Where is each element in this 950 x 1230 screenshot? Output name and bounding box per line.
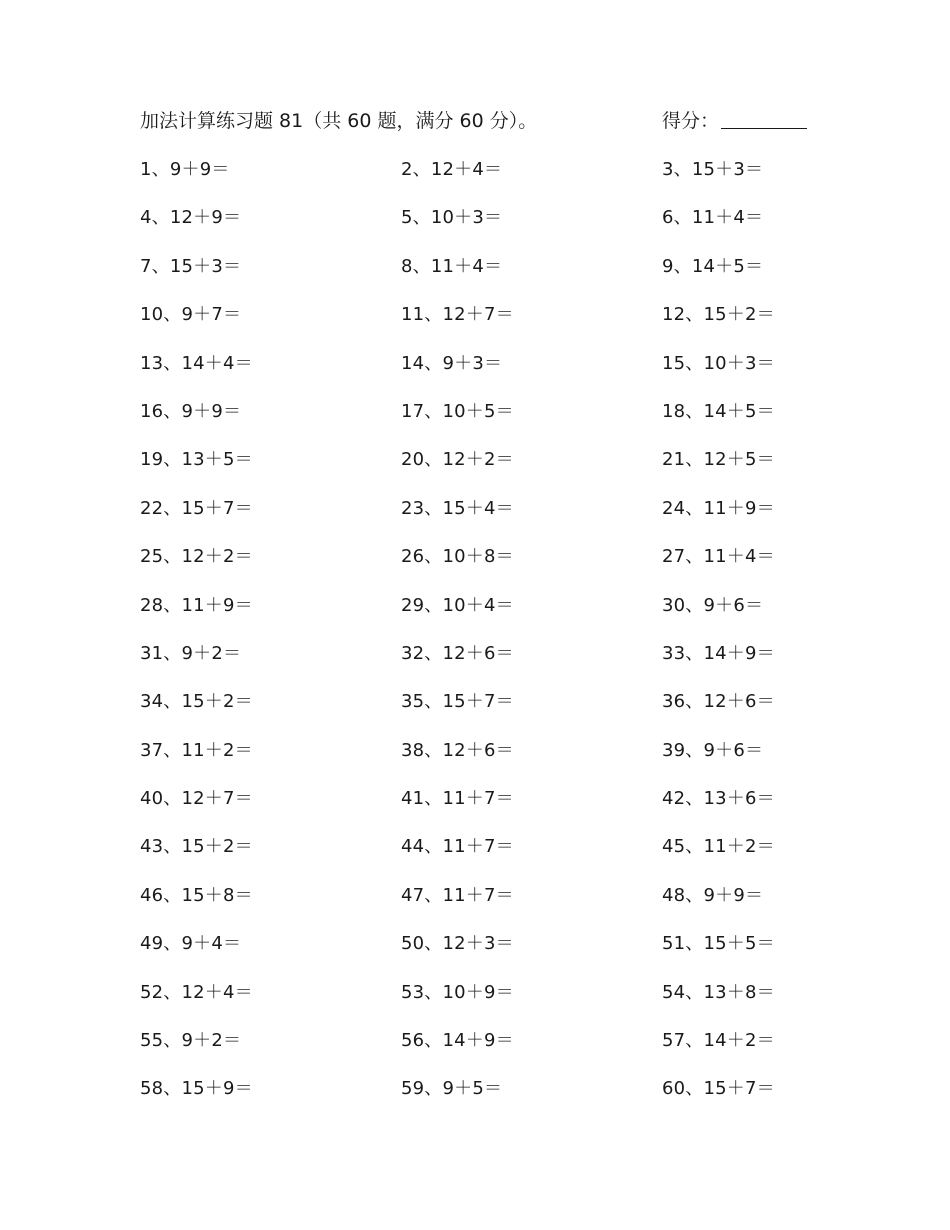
problem-item: 22、15＋7＝ [140, 497, 253, 519]
problem-item: 33、14＋9＝ [662, 642, 775, 664]
problem-item: 45、11＋2＝ [662, 836, 775, 858]
problem-item: 49、9＋4＝ [140, 933, 242, 955]
problem-item: 34、15＋2＝ [140, 691, 253, 713]
problem-item: 14、9＋3＝ [401, 352, 503, 374]
problem-item: 38、12＋6＝ [401, 739, 514, 761]
problem-item: 42、13＋6＝ [662, 788, 775, 810]
problem-item: 58、15＋9＝ [140, 1078, 253, 1100]
score-blank-line[interactable] [721, 106, 807, 129]
problem-item: 25、12＋2＝ [140, 546, 253, 568]
problem-item: 36、12＋6＝ [662, 691, 775, 713]
problem-item: 8、11＋4＝ [401, 255, 503, 277]
problem-item: 40、12＋7＝ [140, 788, 253, 810]
problem-item: 44、11＋7＝ [401, 836, 514, 858]
problem-item: 4、12＋9＝ [140, 207, 242, 229]
problem-item: 1、9＋9＝ [140, 159, 230, 180]
problem-item: 27、11＋4＝ [662, 546, 775, 568]
score-label: 得分： [662, 110, 720, 132]
problem-item: 10、9＋7＝ [140, 304, 242, 326]
problem-item: 11、12＋7＝ [401, 304, 514, 326]
problem-item: 31、9＋2＝ [140, 642, 242, 664]
problem-item: 30、9＋6＝ [662, 594, 764, 616]
problem-item: 39、9＋6＝ [662, 739, 764, 761]
score-area [662, 106, 807, 136]
problem-item: 57、14＋2＝ [662, 1030, 775, 1052]
problem-item: 48、9＋9＝ [662, 884, 764, 906]
problem-item: 29、10＋4＝ [401, 594, 514, 616]
problem-item: 53、10＋9＝ [401, 981, 514, 1003]
problem-item: 28、11＋9＝ [140, 594, 253, 616]
problem-item: 54、13＋8＝ [662, 981, 775, 1003]
problem-item: 3、15＋3＝ [662, 159, 764, 180]
problem-item: 20、12＋2＝ [401, 449, 514, 471]
problem-item: 41、11＋7＝ [401, 788, 514, 810]
problem-item: 17、10＋5＝ [401, 400, 514, 422]
problem-item: 21、12＋5＝ [662, 449, 775, 471]
problem-item: 60、15＋7＝ [662, 1078, 775, 1100]
problem-item: 16、9＋9＝ [140, 400, 242, 422]
problem-item: 2、12＋4＝ [401, 159, 503, 180]
problem-item: 43、15＋2＝ [140, 836, 253, 858]
worksheet-header [140, 106, 820, 136]
problem-item: 15、10＋3＝ [662, 352, 775, 374]
problem-item: 37、11＋2＝ [140, 739, 253, 761]
worksheet-title: 加法计算练习题 81（共 60 题，满分 60 分）。 [140, 110, 538, 132]
problem-item: 26、10＋8＝ [401, 546, 514, 568]
problem-item: 46、15＋8＝ [140, 884, 253, 906]
problem-item: 56、14＋9＝ [401, 1030, 514, 1052]
problem-item: 6、11＋4＝ [662, 207, 764, 229]
problem-item: 19、13＋5＝ [140, 449, 253, 471]
problem-item: 5、10＋3＝ [401, 207, 503, 229]
problem-item: 23、15＋4＝ [401, 497, 514, 519]
problem-item: 24、11＋9＝ [662, 497, 775, 519]
problem-item: 12、15＋2＝ [662, 304, 775, 326]
problem-item: 32、12＋6＝ [401, 642, 514, 664]
problem-item: 7、15＋3＝ [140, 255, 242, 277]
problem-item: 51、15＋5＝ [662, 933, 775, 955]
problem-item: 18、14＋5＝ [662, 400, 775, 422]
problem-item: 52、12＋4＝ [140, 981, 253, 1003]
problem-item: 13、14＋4＝ [140, 352, 253, 374]
problem-item: 50、12＋3＝ [401, 933, 514, 955]
problem-item: 9、14＋5＝ [662, 255, 764, 277]
problem-item: 55、9＋2＝ [140, 1030, 242, 1052]
problem-item: 47、11＋7＝ [401, 884, 514, 906]
problem-item: 35、15＋7＝ [401, 691, 514, 713]
problem-grid [140, 154, 840, 1122]
problem-item: 59、9＋5＝ [401, 1078, 503, 1100]
